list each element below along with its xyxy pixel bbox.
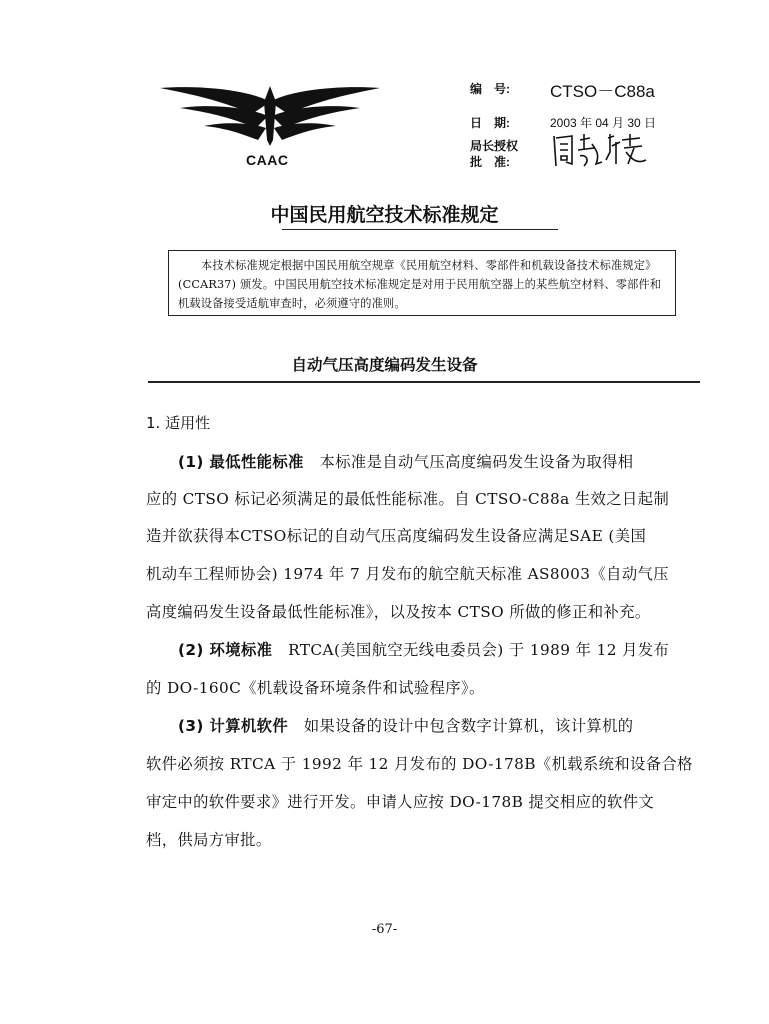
para2-label: (2) 环境标准 xyxy=(178,641,273,659)
number-value: CTSO－C88a xyxy=(550,82,655,101)
notice-box: 本技术标准规定根据中国民用航空规章《民用航空材料、零部件和机载设备技术标准规定》(CCAR37) 颁发。中国民用航空技术标准规定是对用于民用航空器上的某些航空材料、零部件和机载设备接受适航审查时，必须遵守的准则。 xyxy=(168,250,676,316)
para3-line1 xyxy=(178,714,706,736)
para1-text-1: 本标准是自动气压高度编码发生设备为取得相 xyxy=(319,453,634,471)
para1-line4: 机动车工程师协会) 1974 年 7 月发布的航空航天标准 AS8003《自动气压 xyxy=(146,565,669,583)
para1-line3: 造并欲获得本CTSO标记的自动气压高度编码发生设备应满足SAE (美国 xyxy=(146,527,647,545)
title-underline xyxy=(282,229,558,230)
signature-icon xyxy=(550,130,650,172)
page-number: -67- xyxy=(371,922,398,937)
para3-text-1: 如果设备的设计中包含数字计算机，该计算机的 xyxy=(303,717,634,735)
para3-label: (3) 计算机软件 xyxy=(178,717,289,735)
para1-line5: 高度编码发生设备最低性能标准》，以及按本 CTSO 所做的修正和补充。 xyxy=(146,603,651,621)
date-label: 日 期: xyxy=(470,116,510,130)
para3-line2: 软件必须按 RTCA 于 1992 年 12 月发布的 DO-178B《机载系统和设备合格 xyxy=(146,755,693,773)
para3-line3: 审定中的软件要求》进行开发。申请人应按 DO-178B 提交相应的软件文 xyxy=(146,793,655,811)
date-value: 2003 年 04 月 30 日 xyxy=(550,116,657,130)
section-1-heading: 1. 适用性 xyxy=(146,414,211,432)
main-title: 中国民用航空技术标准规定 xyxy=(270,204,499,226)
para2-text-1: RTCA(美国航空无线电委员会) 于 1989 年 12 月发布 xyxy=(288,641,670,659)
document-subtitle: 自动气压高度编码发生设备 xyxy=(291,356,478,374)
para2-line2: 的 DO-160C《机载设备环境条件和试验程序》。 xyxy=(146,679,485,697)
para1-label: (1) 最低性能标准 xyxy=(178,453,304,471)
para2-line1 xyxy=(178,638,706,660)
number-label: 编 号: xyxy=(470,82,510,96)
subtitle-rule xyxy=(148,381,700,383)
approval-label-1: 局长授权 xyxy=(470,139,519,153)
para1-line2: 应的 CTSO 标记必须满足的最低性能标准。自 CTSO-C88a 生效之日起制 xyxy=(146,490,670,508)
approval-label-2: 批 准: xyxy=(470,155,510,169)
caac-logo-text: CAAC xyxy=(246,152,289,168)
para1-line1 xyxy=(178,450,706,472)
para3-line4: 档，供局方审批。 xyxy=(146,831,272,849)
